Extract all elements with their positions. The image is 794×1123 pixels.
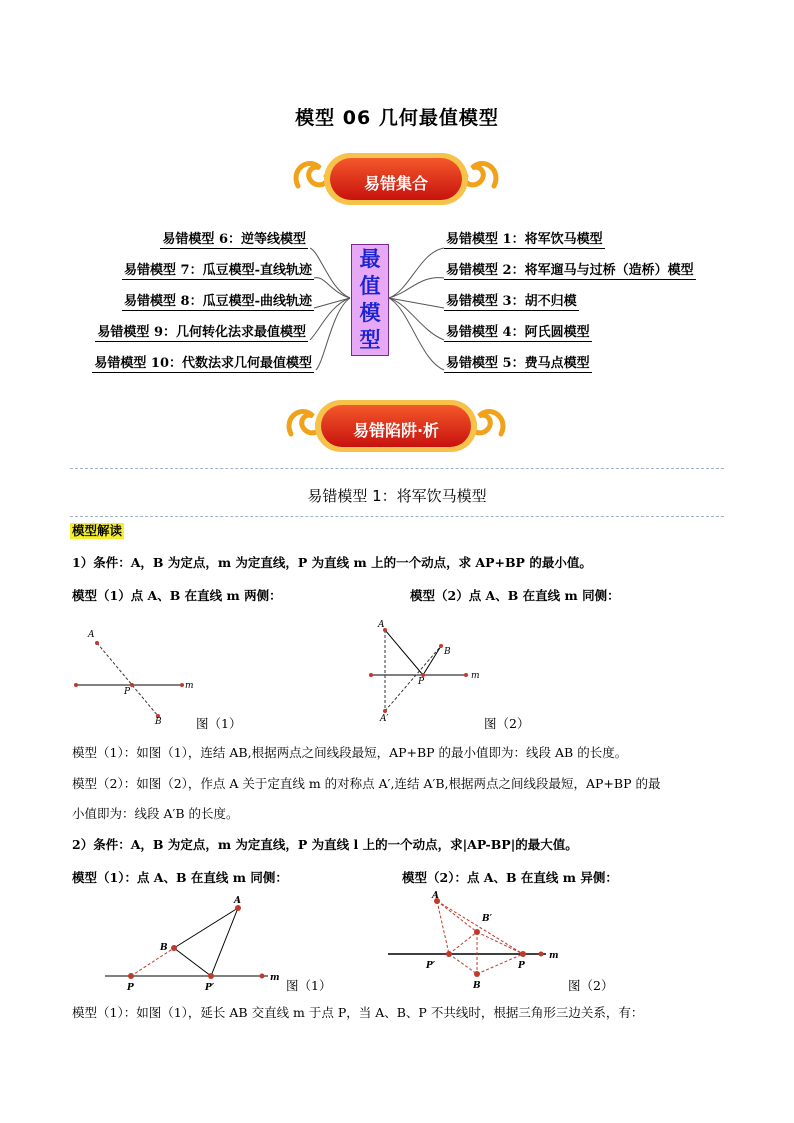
divider [70,516,724,517]
model-3-heading: 模型（1）：点 A、B 在直线 m 同侧： [72,870,288,885]
model-4-heading: 模型（2）：点 A、B 在直线 m 异侧： [402,870,618,885]
condition-1: 1）条件：A，B 为定点，m 为定直线，P 为直线 m 上的一个动点，求 AP+BP 的最小值。 [72,555,592,570]
section-title: 易错模型 1：将军饮马模型 [307,487,487,505]
figure-4-caption: 图（2） [568,978,614,993]
label-B: B [155,717,162,726]
mindmap-item-model-7: 易错模型 7：瓜豆模型-直线轨迹 [124,263,312,278]
mindmap-item-model-9: 易错模型 9：几何转化法求最值模型 [97,325,306,340]
figure-3-diagram [100,892,290,996]
label-A: A [432,891,439,901]
label-P: P [518,961,525,971]
figure-3-caption: 图（1） [286,978,332,993]
label-P-prime: P′ [205,983,215,993]
explanation-1: 模型（1）：如图（1），连结 AB,根据两点之间线段最短，AP+BP 的最小值即为：线段 AB 的长度。 [72,745,628,760]
figure-4-diagram [386,888,566,994]
figure-1-caption: 图（1） [196,716,242,731]
label-P: P [124,687,131,697]
label-B: B [473,981,481,991]
center-char: 模 [359,300,381,325]
label-m: m [270,973,280,983]
label-m: m [471,671,480,681]
label-P: P [127,983,134,993]
label-A: A [234,896,241,906]
explanation-2a: 模型（2）：如图（2），作点 A 关于定直线 m 的对称点 A′,连结 A′B,根据两点之间线段最短，AP+BP 的最 [72,776,661,791]
label-A: A [378,620,385,630]
explanation-3: 模型（1）：如图（1），延长 AB 交直线 m 于点 P，当 A、B、P 不共线时，根据三角形三边关系，有： [72,1005,644,1020]
page-title: 模型 06 几何最值模型 [295,107,499,129]
explanation-2b: 小值即为：线段 A′B 的长度。 [72,806,239,821]
label-m: m [185,681,194,691]
point-A [95,641,99,645]
mindmap-item-model-6: 易错模型 6：逆等线模型 [162,232,306,247]
center-char: 型 [359,327,381,352]
label-A-prime: A′ [380,714,389,724]
label-B-prime: B′ [482,914,492,924]
banner-error-trap: 易错陷阱·析 [352,421,440,440]
mindmap-item-model-2: 易错模型 2：将军遛马与过桥（造桥）模型 [446,263,694,278]
condition-2: 2）条件：A，B 为定点，m 为定直线，P 为直线 l 上的一个动点，求|AP-BP|的最大值。 [72,837,578,852]
label-P: P [418,677,425,687]
center-char: 值 [359,273,381,298]
mindmap-item-model-1: 易错模型 1：将军饮马模型 [446,232,603,247]
model-1-heading: 模型（1）点 A、B 在直线 m 两侧： [72,588,282,603]
model-2-heading: 模型（2）点 A、B 在直线 m 同侧： [410,588,620,603]
figure-2-caption: 图（2） [484,716,530,731]
label-B: B [160,943,168,953]
center-char: 最 [359,246,381,271]
model-explain-tag: 模型解读 [72,523,123,538]
divider [70,468,724,469]
figure-2-diagram [368,614,488,726]
label-P-prime: P′ [426,961,436,971]
figure-1-diagram [70,622,200,726]
mindmap-item-model-5: 易错模型 5：费马点模型 [446,356,590,371]
label-A: A [88,630,95,640]
point-P [130,683,134,687]
mindmap-item-model-4: 易错模型 4：阿氏圆模型 [446,325,590,340]
mindmap-item-model-10: 易错模型 10：代数法求几何最值模型 [94,356,312,371]
banner-error-collection: 易错集合 [363,174,428,193]
mindmap-item-model-3: 易错模型 3：胡不归模 [446,294,577,309]
mindmap-item-model-8: 易错模型 8：瓜豆模型-曲线轨迹 [124,294,312,309]
label-m: m [549,951,559,961]
mindmap-center [351,244,389,356]
label-B: B [444,647,451,657]
